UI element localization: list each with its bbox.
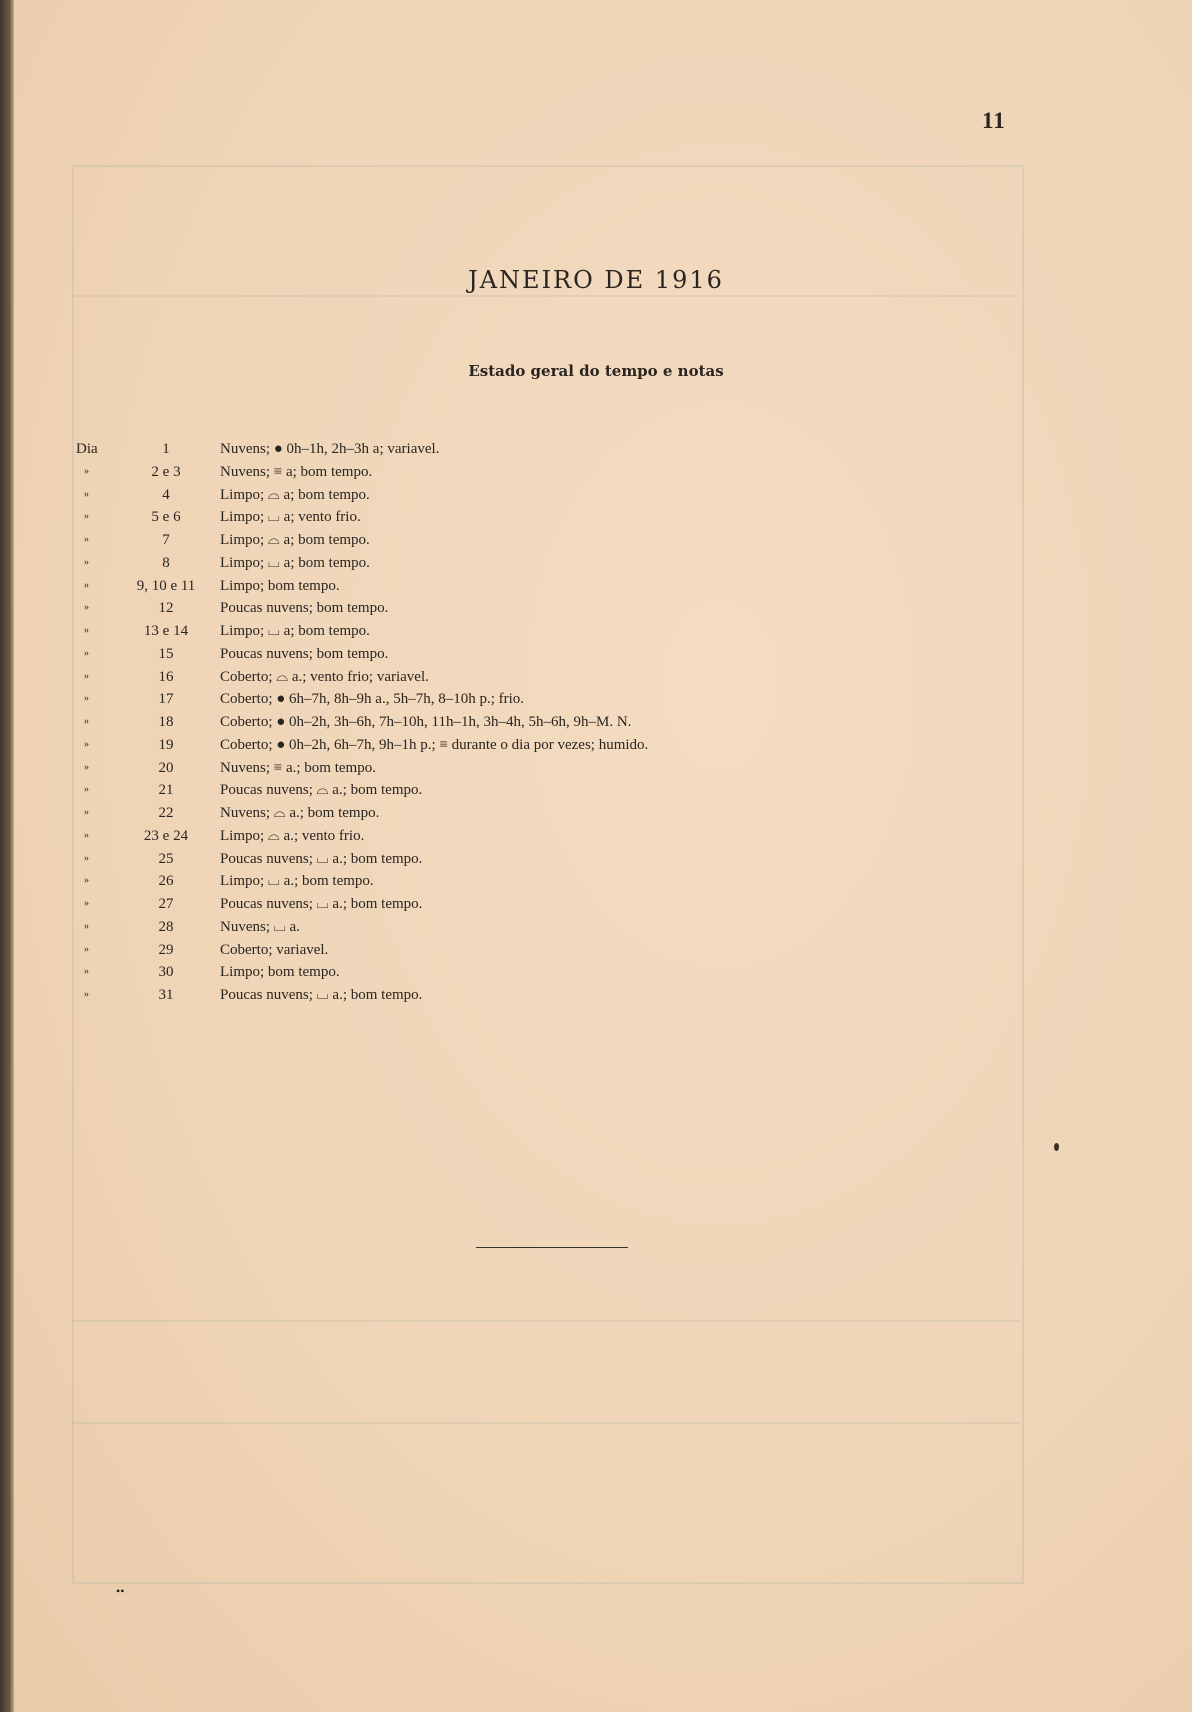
entry-description: Limpo; bom tempo.: [220, 577, 340, 594]
ditto-mark: »: [84, 852, 89, 864]
ditto-mark: »: [84, 807, 89, 818]
ditto-mark: »: [84, 511, 89, 523]
entry-day: 26: [158, 873, 174, 890]
ditto-mark: »: [84, 943, 89, 955]
entry-day: 13 e 14: [143, 623, 189, 639]
entry-description: Poucas nuvens; ⌓ a.; bom tempo.: [220, 782, 423, 799]
entry-description: Limpo; ⌴ a; bom tempo.: [220, 623, 370, 639]
ink-speck: [1054, 1143, 1059, 1151]
entry-description: Limpo; ⌴ a.; bom tempo.: [220, 873, 374, 890]
ditto-mark: »: [84, 875, 89, 887]
entry-description: Poucas nuvens; ⌴ a.; bom tempo.: [220, 987, 423, 1003]
ditto-mark: »: [84, 602, 89, 614]
entry-day: 15: [158, 645, 174, 662]
entry-day: 4: [162, 486, 170, 503]
entry-description: Limpo; bom tempo.: [220, 964, 340, 981]
footer-mark: ••: [116, 1584, 125, 1598]
ditto-mark: »: [84, 670, 89, 682]
closing-rule: [476, 1247, 628, 1248]
ditto-mark: »: [84, 761, 89, 773]
ditto-mark: »: [84, 989, 89, 1000]
bleed-through-line: [72, 1422, 1020, 1424]
entry-description: Nuvens; ⌴ a.: [220, 918, 300, 935]
entry-description: Limpo; ⌴ a; bom tempo.: [220, 554, 370, 571]
entry-description: Limpo; ⌴ a; vento frio.: [220, 509, 361, 526]
entry-description: Nuvens; ≡ a.; bom tempo.: [220, 759, 376, 776]
ditto-mark: »: [84, 488, 89, 500]
book-spine-shadow: [0, 0, 14, 1712]
ditto-mark: »: [84, 966, 89, 978]
page-number: 11: [982, 108, 1006, 133]
page-title: JANEIRO DE 1916: [468, 266, 724, 294]
entry-description: Coberto; ● 0h–2h, 3h–6h, 7h–10h, 11h–1h, 3h–4h, 5h–6h, 9h–M. N.: [220, 714, 632, 730]
entry-day: 30: [158, 964, 174, 981]
entry-description: Poucas nuvens; bom tempo.: [220, 645, 389, 662]
entry-day: 18: [158, 714, 174, 730]
entry-day: 19: [158, 736, 174, 753]
ditto-mark: »: [84, 716, 89, 727]
ditto-mark: »: [84, 920, 89, 932]
entry-day: 25: [158, 850, 174, 867]
entry-day: 22: [158, 805, 174, 821]
ditto-mark: »: [84, 829, 89, 841]
entry-day: 16: [158, 668, 174, 685]
entry-day: 8: [162, 554, 170, 571]
entry-label: Dia: [76, 441, 98, 457]
ditto-mark: »: [84, 465, 89, 477]
ditto-mark: »: [84, 898, 89, 909]
entry-description: Nuvens; ⌓ a.; bom tempo.: [220, 805, 380, 821]
entry-description: Poucas nuvens; bom tempo.: [220, 600, 389, 617]
entry-description: Limpo; ⌓ a.; vento frio.: [220, 827, 365, 844]
ditto-mark: »: [84, 738, 89, 750]
entry-day: 21: [158, 782, 174, 799]
entry-day: 28: [158, 918, 174, 935]
ditto-mark: »: [84, 625, 89, 636]
entry-day: 9, 10 e 11: [136, 577, 196, 594]
bleed-through-line: [72, 1320, 1020, 1322]
entry-description: Limpo; ⌓ a; bom tempo.: [220, 532, 370, 548]
entry-day: 23 e 24: [143, 827, 189, 844]
entry-day: 7: [162, 532, 170, 548]
bleed-through-line: [72, 295, 1020, 297]
entry-day: 5 e 6: [151, 509, 181, 526]
ditto-mark: »: [84, 693, 89, 705]
entry-description: Coberto; ⌓ a.; vento frio; variavel.: [220, 668, 429, 685]
entry-day: 29: [158, 941, 174, 958]
entry-description: Nuvens; ≡ a; bom tempo.: [220, 463, 373, 480]
entry-description: Nuvens; ● 0h–1h, 2h–3h a; variavel.: [220, 441, 440, 457]
entry-description: Coberto; ● 6h–7h, 8h–9h a., 5h–7h, 8–10h p.; frio.: [220, 691, 525, 708]
ditto-mark: »: [84, 534, 89, 545]
entry-description: Coberto; variavel.: [220, 941, 329, 958]
entry-day: 2 e 3: [151, 463, 181, 480]
section-subtitle: Estado geral do tempo e notas: [468, 362, 724, 380]
ditto-mark: »: [84, 647, 89, 659]
ditto-mark: »: [84, 784, 89, 796]
entry-day: 20: [158, 759, 174, 776]
entry-description: Coberto; ● 0h–2h, 6h–7h, 9h–1h p.; ≡ durante o dia por vezes; humido.: [220, 736, 649, 753]
entry-day: 31: [158, 987, 174, 1003]
entry-day: 27: [158, 896, 174, 912]
entry-day: 1: [162, 441, 170, 457]
entry-description: Limpo; ⌓ a; bom tempo.: [220, 486, 370, 503]
entry-description: Poucas nuvens; ⌴ a.; bom tempo.: [220, 896, 423, 912]
entry-day: 12: [158, 600, 174, 617]
ditto-mark: »: [84, 556, 89, 568]
entry-day: 17: [158, 691, 174, 708]
ditto-mark: »: [84, 579, 89, 591]
entry-description: Poucas nuvens; ⌴ a.; bom tempo.: [220, 850, 423, 867]
